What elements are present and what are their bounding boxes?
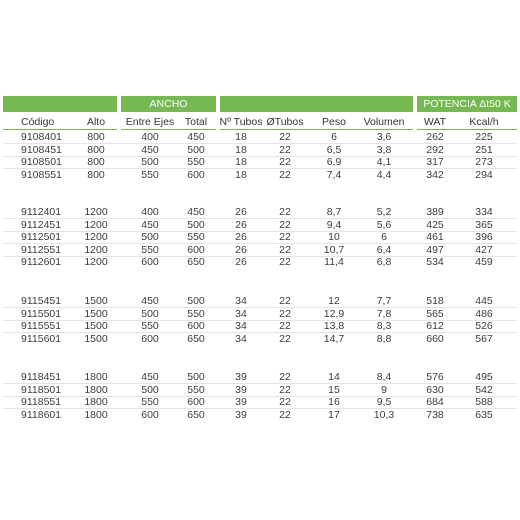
table-row bbox=[3, 244, 517, 256]
cell-diametro-tubos: 22 bbox=[279, 383, 291, 396]
header-rule-potencia bbox=[417, 129, 517, 130]
cell-wat: 738 bbox=[426, 408, 444, 421]
cell-diametro-tubos: 22 bbox=[279, 131, 291, 143]
cell-alto: 1800 bbox=[84, 396, 108, 409]
cell-total: 550 bbox=[187, 231, 205, 244]
cell-diametro-tubos: 22 bbox=[279, 295, 291, 307]
cell-codigo: 9112551 bbox=[21, 243, 62, 256]
cell-entre-ejes: 550 bbox=[141, 396, 159, 409]
cell-volumen: 7,8 bbox=[376, 307, 392, 320]
cell-n-tubos: 26 bbox=[235, 231, 247, 244]
table-row bbox=[3, 256, 517, 268]
cell-codigo: 9115501 bbox=[21, 307, 62, 320]
cell-alto: 1500 bbox=[84, 332, 108, 345]
cell-n-tubos: 39 bbox=[235, 371, 247, 383]
cell-codigo: 9118501 bbox=[21, 383, 62, 396]
cell-kcal: 225 bbox=[475, 131, 493, 143]
col-header-volumen: Volumen bbox=[363, 116, 405, 128]
cell-codigo: 9115601 bbox=[21, 332, 62, 345]
cell-alto: 1500 bbox=[84, 320, 108, 333]
cell-wat: 576 bbox=[426, 371, 444, 383]
cell-alto: 1800 bbox=[84, 408, 108, 421]
cell-codigo: 9118451 bbox=[21, 371, 62, 383]
cell-entre-ejes: 400 bbox=[141, 131, 159, 143]
cell-n-tubos: 18 bbox=[235, 156, 247, 169]
cell-diametro-tubos: 22 bbox=[279, 371, 291, 383]
cell-wat: 630 bbox=[426, 383, 444, 396]
cell-alto: 1200 bbox=[84, 231, 108, 244]
table-row bbox=[3, 320, 517, 332]
cell-kcal: 567 bbox=[475, 332, 493, 345]
cell-volumen: 8,8 bbox=[376, 332, 392, 345]
cell-n-tubos: 18 bbox=[235, 131, 247, 143]
cell-n-tubos: 34 bbox=[235, 320, 247, 333]
cell-peso: 15 bbox=[328, 383, 340, 396]
cell-peso: 10,7 bbox=[323, 243, 345, 256]
cell-total: 650 bbox=[187, 408, 205, 421]
cell-total: 500 bbox=[187, 295, 205, 307]
cell-wat: 342 bbox=[426, 168, 444, 181]
cell-wat: 461 bbox=[426, 231, 444, 244]
table-row bbox=[3, 371, 517, 383]
cell-volumen: 7,7 bbox=[376, 295, 392, 307]
cell-alto: 800 bbox=[87, 156, 105, 169]
cell-diametro-tubos: 22 bbox=[279, 332, 291, 345]
cell-diametro-tubos: 22 bbox=[279, 396, 291, 409]
table-row bbox=[3, 384, 517, 396]
cell-total: 550 bbox=[187, 383, 205, 396]
cell-entre-ejes: 450 bbox=[141, 371, 159, 383]
cell-n-tubos: 26 bbox=[235, 243, 247, 256]
cell-alto: 1800 bbox=[84, 383, 108, 396]
cell-diametro-tubos: 22 bbox=[279, 156, 291, 169]
cell-entre-ejes: 450 bbox=[141, 295, 159, 307]
cell-peso: 14 bbox=[328, 371, 340, 383]
cell-alto: 1500 bbox=[84, 295, 108, 307]
radiator-spec-table bbox=[3, 92, 517, 424]
cell-entre-ejes: 600 bbox=[141, 332, 159, 345]
cell-diametro-tubos: 22 bbox=[279, 168, 291, 181]
cell-entre-ejes: 450 bbox=[141, 218, 159, 231]
cell-entre-ejes: 600 bbox=[141, 256, 159, 269]
cell-volumen: 4,1 bbox=[376, 156, 392, 169]
table-row bbox=[3, 333, 517, 345]
cell-total: 600 bbox=[187, 396, 205, 409]
cell-diametro-tubos: 22 bbox=[279, 408, 291, 421]
cell-kcal: 427 bbox=[475, 243, 493, 256]
cell-total: 600 bbox=[187, 243, 205, 256]
cell-kcal: 459 bbox=[475, 256, 493, 269]
cell-diametro-tubos: 22 bbox=[279, 320, 291, 333]
cell-total: 500 bbox=[187, 143, 205, 156]
cell-alto: 1200 bbox=[84, 243, 108, 256]
cell-diametro-tubos: 22 bbox=[279, 218, 291, 231]
cell-kcal: 526 bbox=[475, 320, 493, 333]
cell-n-tubos: 39 bbox=[235, 408, 247, 421]
header-rule-ancho bbox=[121, 129, 216, 130]
potencia-label: POTENCIA Δt50 K bbox=[423, 98, 511, 110]
header-band-ancho bbox=[121, 96, 216, 112]
cell-diametro-tubos: 22 bbox=[279, 243, 291, 256]
col-header-peso: Peso bbox=[322, 116, 346, 128]
cell-volumen: 4,4 bbox=[376, 168, 392, 181]
cell-volumen: 5,2 bbox=[376, 206, 392, 218]
cell-alto: 1500 bbox=[84, 307, 108, 320]
cell-kcal: 588 bbox=[475, 396, 493, 409]
cell-total: 500 bbox=[187, 218, 205, 231]
cell-kcal: 486 bbox=[475, 307, 493, 320]
cell-alto: 800 bbox=[87, 143, 105, 156]
cell-entre-ejes: 550 bbox=[141, 168, 159, 181]
cell-n-tubos: 26 bbox=[235, 218, 247, 231]
cell-n-tubos: 18 bbox=[235, 143, 247, 156]
header-rule-middle bbox=[220, 129, 413, 130]
cell-n-tubos: 26 bbox=[235, 256, 247, 269]
cell-entre-ejes: 550 bbox=[141, 243, 159, 256]
cell-wat: 660 bbox=[426, 332, 444, 345]
cell-volumen: 10,3 bbox=[373, 408, 395, 421]
cell-n-tubos: 34 bbox=[235, 332, 247, 345]
cell-entre-ejes: 400 bbox=[141, 206, 159, 218]
cell-kcal: 635 bbox=[475, 408, 493, 421]
cell-volumen: 6 bbox=[381, 231, 387, 244]
cell-diametro-tubos: 22 bbox=[279, 143, 291, 156]
cell-kcal: 495 bbox=[475, 371, 493, 383]
cell-wat: 262 bbox=[426, 131, 444, 143]
cell-entre-ejes: 500 bbox=[141, 307, 159, 320]
cell-total: 550 bbox=[187, 156, 205, 169]
cell-wat: 534 bbox=[426, 256, 444, 269]
cell-diametro-tubos: 22 bbox=[279, 206, 291, 218]
cell-entre-ejes: 550 bbox=[141, 320, 159, 333]
cell-kcal: 396 bbox=[475, 231, 493, 244]
cell-codigo: 9108501 bbox=[21, 156, 62, 169]
cell-total: 500 bbox=[187, 371, 205, 383]
cell-wat: 612 bbox=[426, 320, 444, 333]
cell-n-tubos: 18 bbox=[235, 168, 247, 181]
cell-codigo: 9108451 bbox=[21, 143, 62, 156]
cell-entre-ejes: 600 bbox=[141, 408, 159, 421]
cell-total: 550 bbox=[187, 307, 205, 320]
cell-peso: 17 bbox=[328, 408, 340, 421]
cell-kcal: 251 bbox=[475, 143, 493, 156]
cell-codigo: 9115451 bbox=[21, 295, 62, 307]
cell-wat: 425 bbox=[426, 218, 444, 231]
cell-entre-ejes: 500 bbox=[141, 383, 159, 396]
cell-codigo: 9118551 bbox=[21, 396, 62, 409]
table-row bbox=[3, 231, 517, 243]
cell-volumen: 8,4 bbox=[376, 371, 392, 383]
cell-total: 450 bbox=[187, 206, 205, 218]
cell-total: 650 bbox=[187, 256, 205, 269]
cell-total: 600 bbox=[187, 168, 205, 181]
cell-codigo: 9118601 bbox=[21, 408, 62, 421]
cell-total: 450 bbox=[187, 131, 205, 143]
cell-codigo: 9108551 bbox=[21, 168, 62, 181]
cell-volumen: 9,5 bbox=[376, 396, 392, 409]
cell-volumen: 8,3 bbox=[376, 320, 392, 333]
cell-kcal: 294 bbox=[475, 168, 493, 181]
table-row bbox=[3, 144, 517, 156]
cell-kcal: 334 bbox=[475, 206, 493, 218]
col-header-codigo: Código bbox=[21, 116, 55, 128]
cell-wat: 389 bbox=[426, 206, 444, 218]
cell-diametro-tubos: 22 bbox=[279, 231, 291, 244]
col-header-alto: Alto bbox=[86, 116, 106, 128]
cell-alto: 800 bbox=[87, 168, 105, 181]
cell-codigo: 9112401 bbox=[21, 206, 62, 218]
ancho-label: ANCHO bbox=[149, 98, 188, 110]
cell-entre-ejes: 500 bbox=[141, 231, 159, 244]
cell-peso: 8,7 bbox=[326, 206, 342, 218]
table-row bbox=[3, 396, 517, 408]
cell-codigo: 9112451 bbox=[21, 218, 62, 231]
cell-kcal: 445 bbox=[475, 295, 493, 307]
col-header-kcal: Kcal/h bbox=[469, 116, 499, 128]
cell-total: 650 bbox=[187, 332, 205, 345]
cell-wat: 684 bbox=[426, 396, 444, 409]
cell-diametro-tubos: 22 bbox=[279, 307, 291, 320]
cell-codigo: 9108401 bbox=[21, 131, 62, 143]
table-row bbox=[3, 219, 517, 231]
cell-peso: 14,7 bbox=[323, 332, 345, 345]
cell-peso: 13,8 bbox=[323, 320, 345, 333]
cell-alto: 1200 bbox=[84, 206, 108, 218]
cell-alto: 1200 bbox=[84, 256, 108, 269]
cell-diametro-tubos: 22 bbox=[279, 256, 291, 269]
table-row bbox=[3, 156, 517, 168]
cell-volumen: 5,6 bbox=[376, 218, 392, 231]
cell-kcal: 273 bbox=[475, 156, 493, 169]
cell-peso: 6,5 bbox=[326, 143, 342, 156]
cell-volumen: 6,4 bbox=[376, 243, 392, 256]
cell-wat: 518 bbox=[426, 295, 444, 307]
cell-alto: 1800 bbox=[84, 371, 108, 383]
cell-peso: 6,9 bbox=[326, 156, 342, 169]
cell-wat: 292 bbox=[426, 143, 444, 156]
cell-volumen: 3,6 bbox=[376, 131, 392, 143]
col-header-n-tubos: Nº Tubos bbox=[219, 116, 263, 128]
cell-wat: 565 bbox=[426, 307, 444, 320]
cell-volumen: 9 bbox=[381, 383, 387, 396]
table-row bbox=[3, 169, 517, 181]
cell-peso: 12 bbox=[328, 295, 340, 307]
cell-peso: 9,4 bbox=[326, 218, 342, 231]
cell-n-tubos: 34 bbox=[235, 295, 247, 307]
cell-peso: 10 bbox=[328, 231, 340, 244]
col-header-total: Total bbox=[184, 116, 208, 128]
table-row bbox=[3, 206, 517, 218]
col-header-entre-ejes: Entre Ejes bbox=[125, 116, 175, 128]
cell-entre-ejes: 500 bbox=[141, 156, 159, 169]
cell-volumen: 3,8 bbox=[376, 143, 392, 156]
cell-kcal: 542 bbox=[475, 383, 493, 396]
cell-n-tubos: 39 bbox=[235, 396, 247, 409]
table-row bbox=[3, 308, 517, 320]
cell-alto: 1200 bbox=[84, 218, 108, 231]
cell-volumen: 6,8 bbox=[376, 256, 392, 269]
table-row bbox=[3, 131, 517, 143]
cell-codigo: 9112501 bbox=[21, 231, 62, 244]
cell-n-tubos: 39 bbox=[235, 383, 247, 396]
cell-codigo: 9115551 bbox=[21, 320, 62, 333]
cell-peso: 12,9 bbox=[323, 307, 345, 320]
cell-peso: 7,4 bbox=[326, 168, 342, 181]
header-rule-left bbox=[3, 129, 117, 130]
header-band-middle bbox=[220, 96, 413, 112]
cell-peso: 16 bbox=[328, 396, 340, 409]
cell-codigo: 9112601 bbox=[21, 256, 62, 269]
col-header-wat: WAT bbox=[423, 116, 447, 128]
cell-wat: 497 bbox=[426, 243, 444, 256]
header-band-left bbox=[3, 96, 117, 112]
table-row bbox=[3, 409, 517, 421]
table-row bbox=[3, 295, 517, 307]
col-header-diametro-tubos: ØTubos bbox=[266, 116, 304, 128]
cell-kcal: 365 bbox=[475, 218, 493, 231]
header-band-potencia bbox=[417, 96, 517, 112]
cell-peso: 6 bbox=[331, 131, 337, 143]
cell-total: 600 bbox=[187, 320, 205, 333]
cell-n-tubos: 34 bbox=[235, 307, 247, 320]
cell-entre-ejes: 450 bbox=[141, 143, 159, 156]
cell-alto: 800 bbox=[87, 131, 105, 143]
cell-peso: 11,4 bbox=[324, 256, 344, 269]
cell-wat: 317 bbox=[426, 156, 444, 169]
cell-n-tubos: 26 bbox=[235, 206, 247, 218]
